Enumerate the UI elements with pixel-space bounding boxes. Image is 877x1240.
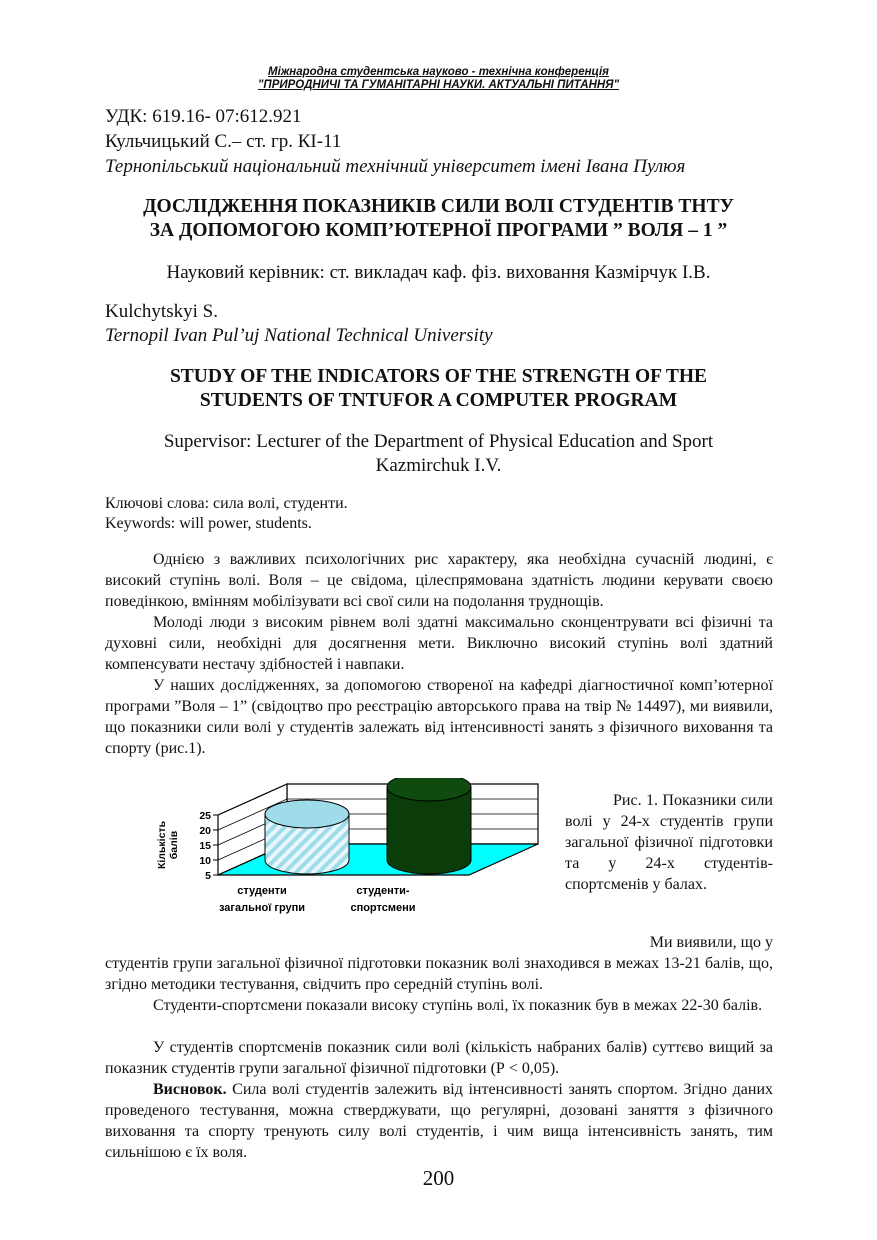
y-tick-label: 25	[199, 810, 211, 822]
title-ua-line1: ДОСЛІДЖЕННЯ ПОКАЗНИКІВ СИЛИ ВОЛІ СТУДЕНТІВ ТНТУ	[143, 196, 734, 217]
paragraph-5: Студенти-спортсмени показали високу ступінь волі, їх показник був в межах 22-30 балів.	[153, 997, 763, 1014]
bar-top	[265, 800, 349, 828]
willpower-chart	[150, 778, 550, 923]
affiliation-en: Ternopil Ivan Pul’uj National Technical University	[105, 325, 493, 346]
paragraph-3: У наших дослідженнях, за допомогою створеної на кафедрі діагностичної комп’ютерної програми ”Воля – 1” (свідоцтво про реєстрацію авторського права на твір № 14497), ми виявили, що показники сили волі у студентів залежать від інтенсивності занять з фізичного виховання та спорту (рис.1).	[105, 677, 773, 757]
author-ua: Кульчицький С.– ст. гр. КІ-11	[105, 131, 342, 152]
category-label: студенти	[237, 885, 287, 897]
paragraph-6: У студентів спортсменів показник сили волі (кількість набраних балів) суттєво вищий за показник студентів групи загальної фізичної підготовки (Р < 0,05).	[105, 1039, 773, 1077]
category-label: спортсмени	[350, 902, 416, 914]
y-axis-label: балів	[168, 830, 180, 860]
conference-subtitle: "ПРИРОДНИЧІ ТА ГУМАНІТАРНІ НАУКИ. АКТУАЛЬНІ ПИТАННЯ"	[257, 79, 620, 91]
paragraph-4-start: Ми виявили, що у	[649, 934, 773, 951]
y-tick-label: 15	[199, 840, 211, 852]
paragraph-2: Молоді люди з високим рівнем волі здатні максимально сконцентрувати всі фізичні та духовні сили, необхідні для досягнення мети. Виключно високий ступінь волі здатний компенсувати нестачу здібностей і навпаки.	[105, 614, 773, 673]
title-ua-line2: ЗА ДОПОМОГОЮ КОМП’ЮТЕРНОЇ ПРОГРАМИ ” ВОЛЯ – 1 ”	[149, 220, 728, 241]
affiliation-ua: Тернопільський національний технічний університет імені Івана Пулюя	[105, 156, 686, 177]
category-label: загальної групи	[218, 902, 306, 914]
chart-ticks	[199, 810, 218, 882]
title-en-line1: STUDY OF THE INDICATORS OF THE STRENGTH OF THE	[169, 366, 708, 387]
chart-ylabel	[156, 820, 180, 869]
keywords-en: Keywords: will power, students.	[105, 515, 312, 532]
figure-caption: Рис. 1. Показники сили волі у 24-х студентів групи загальної фізичної підготовки та у 24-х студентів-спортсменів у балах.	[565, 792, 773, 893]
supervisor-ua: Науковий керівник: ст. викладач каф. фіз. виховання Казмірчук І.В.	[166, 262, 711, 283]
y-tick-label: 20	[199, 825, 211, 837]
chart-categories	[219, 885, 416, 914]
author-en: Kulchytskyi S.	[105, 301, 218, 322]
paragraph-1: Однією з важливих психологічних рис характеру, яка необхідна сучасній людині, є високий ступінь волі. Воля – це свідома, цілеспрямована здатність людини керувати своєю поведінкою, вмінням мобілізувати всі свої сили на подолання труднощів.	[105, 551, 773, 610]
keywords-ua: Ключові слова: сила волі, студенти.	[105, 495, 348, 512]
category-label: студенти-	[356, 885, 410, 897]
title-en-line2: STUDENTS OF TNTUFOR A COMPUTER PROGRAM	[199, 390, 678, 411]
page-number: 200	[422, 1166, 455, 1190]
paragraph-conclusion: Висновок. Сила волі студентів залежить від інтенсивності занять спортом. Згідно даних проведеного тестування, можна стверджувати, що регулярні, дозовані заняття з фізичного виховання та спорту тренують силу волі студентів, і чим вища інтенсивність занять, тим сильнішою є їх воля.	[105, 1081, 773, 1161]
bar-1	[265, 800, 349, 874]
bar-2	[387, 778, 471, 874]
paragraph-4: студентів групи загальної фізичної підготовки показник волі знаходився в межах 13-21 балів, що, згідно методики тестування, свідчить про середній ступінь волі.	[105, 955, 773, 993]
conference-title: Міжнародна студентська науково - технічна конференція	[268, 66, 609, 78]
supervisor-en-line2: Kazmirchuk I.V.	[375, 455, 502, 476]
y-tick-label: 5	[205, 870, 211, 882]
y-tick-label: 10	[199, 855, 211, 867]
supervisor-en-line1: Supervisor: Lecturer of the Department of Physical Education and Sport	[163, 431, 714, 452]
udc-code: УДК: 619.16- 07:612.921	[105, 106, 302, 127]
y-axis-label: Кількість	[156, 820, 168, 870]
